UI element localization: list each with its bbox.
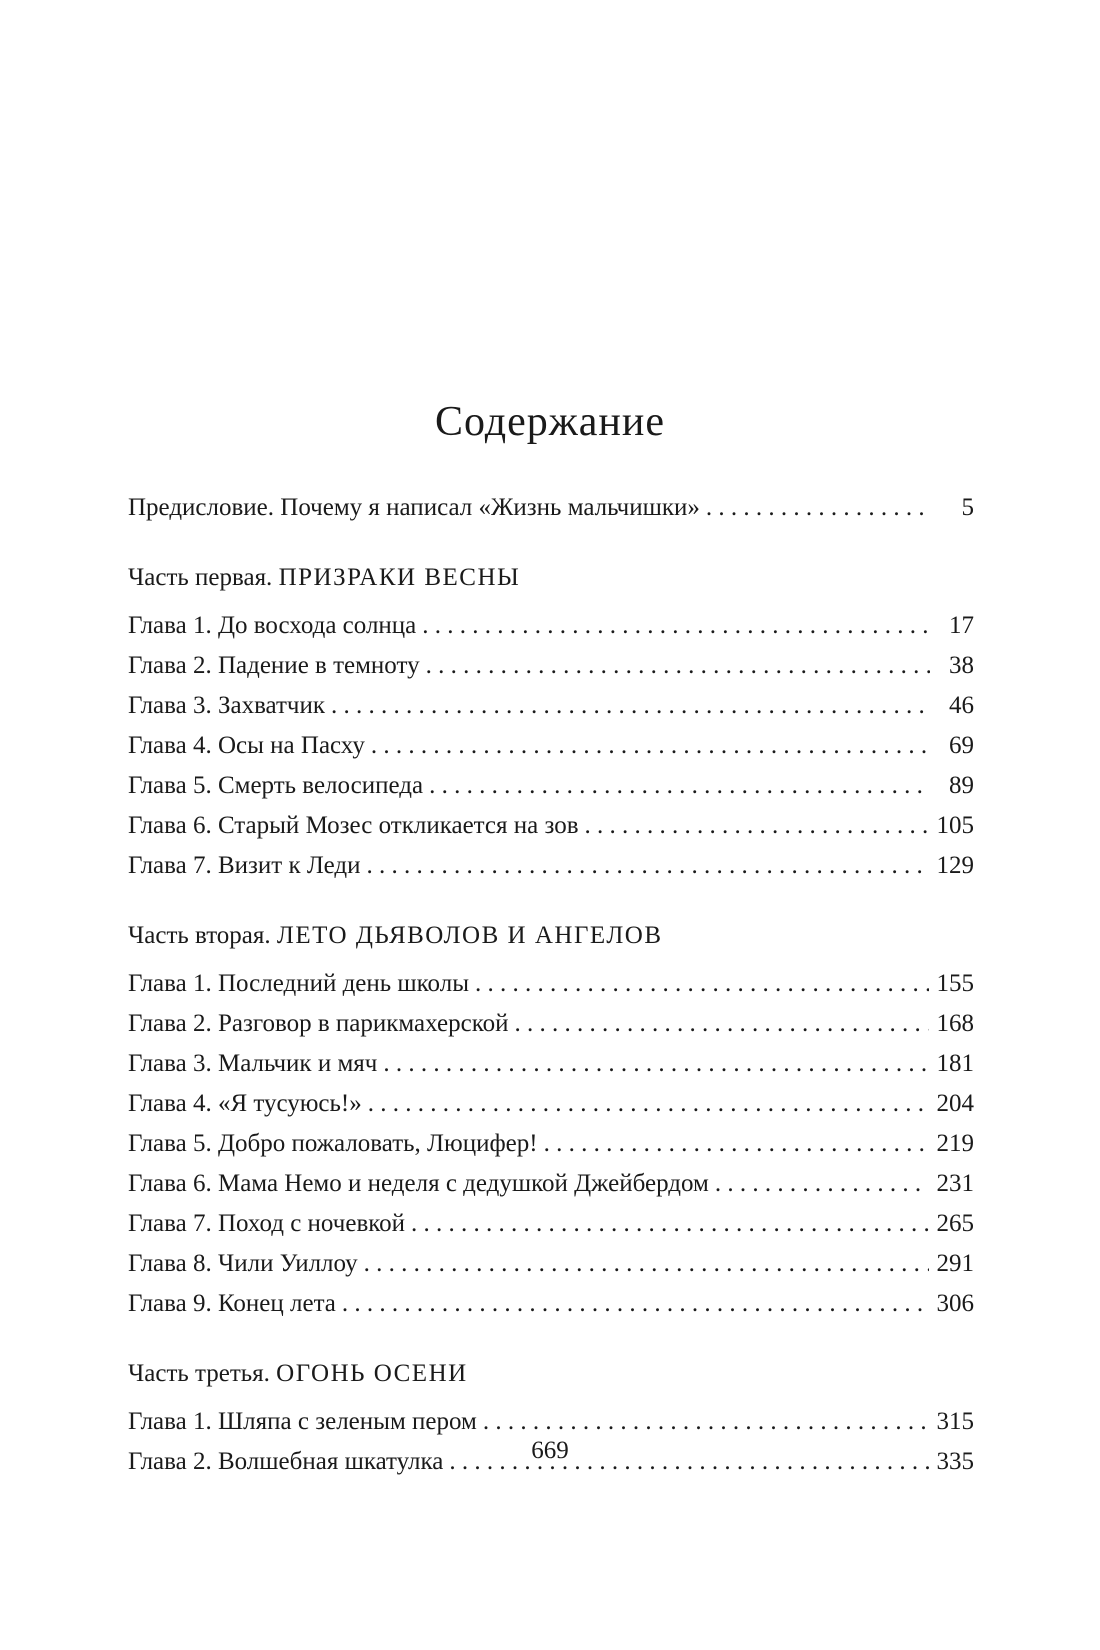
dot-leader (364, 1244, 929, 1284)
dot-leader (544, 1124, 929, 1164)
part-name: ОГОНЬ ОСЕНИ (276, 1360, 468, 1387)
toc-entry-label: Глава 4. «Я тусуюсь!» (128, 1090, 362, 1117)
toc-entry-chapter (128, 726, 974, 766)
toc-entry-label: Глава 8. Чили Уиллоу (128, 1250, 358, 1277)
dot-leader (426, 646, 930, 686)
toc-entry-label: Глава 2. Разговор в парикмахерской (128, 1010, 509, 1037)
toc-entry-label: Глава 7. Визит к Леди (128, 852, 361, 879)
toc-entry-page: 155 (936, 970, 974, 997)
toc-entry-page: 204 (936, 1090, 974, 1117)
toc-entry-page: 265 (936, 1210, 974, 1237)
part-2-chapter-list (128, 964, 974, 1324)
toc-entry-page: 69 (949, 732, 974, 759)
part-name: ЛЕТО ДЬЯВОЛОВ И АНГЕЛОВ (276, 922, 663, 949)
toc-entry-label: Глава 5. Добро пожаловать, Люцифер! (128, 1130, 538, 1157)
dot-leader (368, 1084, 929, 1124)
toc-entry-label: Глава 3. Мальчик и мяч (128, 1050, 378, 1077)
page-title: Содержание (434, 399, 666, 445)
dot-leader (342, 1284, 929, 1324)
part-prefix: Часть первая. (128, 564, 273, 591)
table-of-contents (128, 488, 974, 1482)
toc-entry-chapter (128, 1244, 974, 1284)
toc-entry-label: Глава 2. Волшебная шкатулка (128, 1448, 444, 1475)
part-heading-2 (128, 916, 974, 956)
toc-entry-page: 168 (936, 1010, 974, 1037)
toc-entry-label: Глава 3. Захватчик (128, 692, 326, 719)
dot-leader (706, 488, 930, 528)
dot-leader (715, 1164, 929, 1204)
page-number: 669 (531, 1437, 569, 1464)
dot-leader (422, 606, 930, 646)
dot-leader (411, 1204, 928, 1244)
toc-entry-chapter (128, 1004, 974, 1044)
toc-entry-chapter (128, 686, 974, 726)
toc-entry-chapter (128, 646, 974, 686)
dot-leader (483, 1402, 929, 1442)
part-prefix: Часть вторая. (128, 922, 271, 949)
toc-entry-page: 38 (949, 652, 974, 679)
toc-entry-label: Глава 7. Поход с ночевкой (128, 1210, 406, 1237)
toc-entry-page: 335 (936, 1448, 974, 1475)
toc-entry-page: 17 (949, 612, 974, 639)
dot-leader (331, 686, 930, 726)
dot-leader (475, 964, 928, 1004)
toc-entry-preface (128, 488, 974, 528)
toc-entry-page: 89 (949, 772, 974, 799)
toc-entry-page: 306 (936, 1290, 974, 1317)
toc-entry-chapter (128, 964, 974, 1004)
toc-entry-label: Глава 2. Падение в темноту (128, 652, 420, 679)
toc-entry-page: 181 (936, 1050, 974, 1077)
part-prefix: Часть третья. (128, 1360, 270, 1387)
toc-entry-chapter (128, 806, 974, 846)
toc-entry-chapter (128, 1164, 974, 1204)
toc-entry-chapter (128, 1204, 974, 1244)
dot-leader (371, 726, 930, 766)
toc-entry-page: 219 (936, 1130, 974, 1157)
toc-entry-label: Предисловие. Почему я написал «Жизнь мальчишки» (128, 494, 700, 521)
dot-leader (585, 806, 929, 846)
dot-leader (367, 846, 929, 886)
dot-leader (429, 766, 930, 806)
toc-entry-page: 46 (949, 692, 974, 719)
toc-entry-chapter (128, 1124, 974, 1164)
toc-entry-page: 291 (936, 1250, 974, 1277)
toc-entry-label: Глава 1. До восхода солнца (128, 612, 417, 639)
toc-entry-page: 5 (961, 494, 974, 521)
toc-entry-chapter (128, 1044, 974, 1084)
toc-entry-chapter (128, 606, 974, 646)
part-1-chapter-list (128, 606, 974, 886)
toc-entry-label: Глава 9. Конец лета (128, 1290, 336, 1317)
toc-entry-page: 105 (936, 812, 974, 839)
toc-entry-label: Глава 6. Мама Немо и неделя с дедушкой Джейбердом (128, 1170, 709, 1197)
dot-leader (383, 1044, 928, 1084)
toc-entry-chapter (128, 1284, 974, 1324)
toc-entry-label: Глава 5. Смерть велосипеда (128, 772, 424, 799)
toc-entry-label: Глава 1. Последний день школы (128, 970, 470, 997)
toc-entry-label: Глава 6. Старый Мозес откликается на зов (128, 812, 579, 839)
part-name: ПРИЗРАКИ ВЕСНЫ (278, 564, 521, 591)
toc-entry-label: Глава 1. Шляпа с зеленым пером (128, 1408, 477, 1435)
toc-entry-label: Глава 4. Осы на Пасху (128, 732, 365, 759)
part-heading-1 (128, 558, 974, 598)
toc-entry-chapter (128, 766, 974, 806)
toc-entry-page: 315 (936, 1408, 974, 1435)
toc-entry-chapter (128, 1084, 974, 1124)
toc-entry-chapter (128, 846, 974, 886)
part-heading-3 (128, 1354, 974, 1394)
toc-entry-page: 129 (936, 852, 974, 879)
toc-entry-page: 231 (936, 1170, 974, 1197)
dot-leader (514, 1004, 928, 1044)
toc-entry-chapter (128, 1402, 974, 1442)
